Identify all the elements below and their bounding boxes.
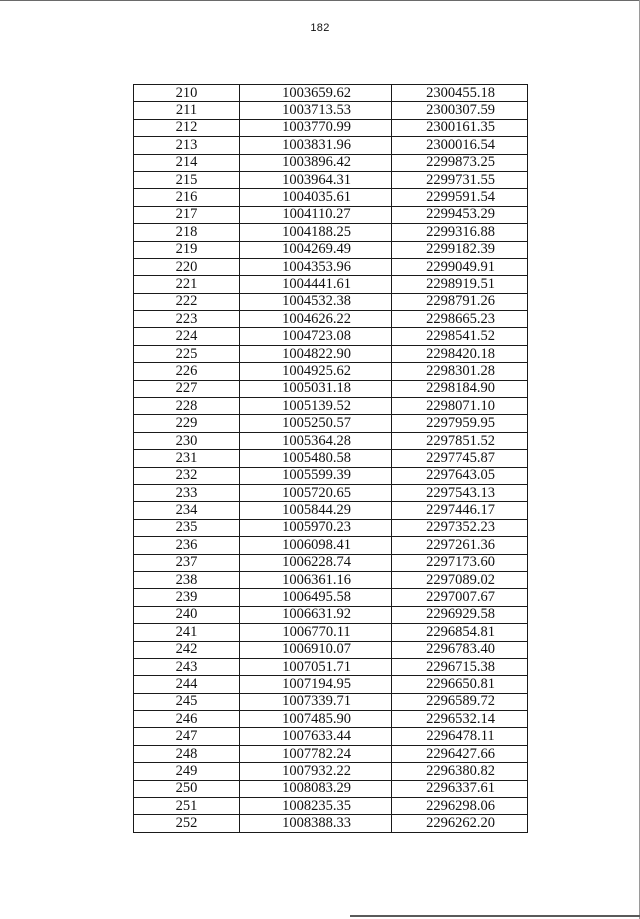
point-number-cell: 223 (134, 311, 240, 328)
x-coordinate-cell: 1008235.35 (240, 798, 392, 815)
point-number-cell: 248 (134, 745, 240, 762)
y-coordinate-cell: 2300307.59 (392, 102, 528, 119)
y-coordinate-cell: 2297173.60 (392, 554, 528, 571)
point-number-cell: 232 (134, 467, 240, 484)
point-number-cell: 241 (134, 624, 240, 641)
x-coordinate-cell: 1004035.61 (240, 189, 392, 206)
point-number-cell: 217 (134, 206, 240, 223)
y-coordinate-cell: 2296298.06 (392, 798, 528, 815)
x-coordinate-cell: 1008083.29 (240, 780, 392, 797)
table-row (134, 415, 528, 432)
y-coordinate-cell: 2299049.91 (392, 258, 528, 275)
table-row (134, 137, 528, 154)
x-coordinate-cell: 1007932.22 (240, 763, 392, 780)
x-coordinate-cell: 1006098.41 (240, 537, 392, 554)
y-coordinate-cell: 2298071.10 (392, 398, 528, 415)
point-number-cell: 244 (134, 676, 240, 693)
table-row (134, 119, 528, 136)
table-row (134, 728, 528, 745)
y-coordinate-cell: 2299453.29 (392, 206, 528, 223)
table-row (134, 676, 528, 693)
x-coordinate-cell: 1005139.52 (240, 398, 392, 415)
table-row (134, 189, 528, 206)
table-row (134, 798, 528, 815)
y-coordinate-cell: 2296854.81 (392, 624, 528, 641)
y-coordinate-cell: 2298919.51 (392, 276, 528, 293)
x-coordinate-cell: 1006361.16 (240, 571, 392, 588)
table-row (134, 571, 528, 588)
y-coordinate-cell: 2297089.02 (392, 571, 528, 588)
point-number-cell: 210 (134, 85, 240, 102)
x-coordinate-cell: 1004441.61 (240, 276, 392, 293)
table-row (134, 658, 528, 675)
point-number-cell: 231 (134, 450, 240, 467)
y-coordinate-cell: 2299873.25 (392, 154, 528, 171)
table-row (134, 328, 528, 345)
y-coordinate-cell: 2297352.23 (392, 519, 528, 536)
y-coordinate-cell: 2297261.36 (392, 537, 528, 554)
coordinates-table (133, 84, 528, 833)
point-number-cell: 216 (134, 189, 240, 206)
x-coordinate-cell: 1004110.27 (240, 206, 392, 223)
x-coordinate-cell: 1007633.44 (240, 728, 392, 745)
x-coordinate-cell: 1004925.62 (240, 363, 392, 380)
point-number-cell: 230 (134, 432, 240, 449)
table-row (134, 276, 528, 293)
x-coordinate-cell: 1006495.58 (240, 589, 392, 606)
point-number-cell: 220 (134, 258, 240, 275)
table-row (134, 224, 528, 241)
point-number-cell: 233 (134, 484, 240, 501)
point-number-cell: 251 (134, 798, 240, 815)
point-number-cell: 219 (134, 241, 240, 258)
y-coordinate-cell: 2297851.52 (392, 432, 528, 449)
table-row (134, 641, 528, 658)
y-coordinate-cell: 2299316.88 (392, 224, 528, 241)
y-coordinate-cell: 2297959.95 (392, 415, 528, 432)
y-coordinate-cell: 2296478.11 (392, 728, 528, 745)
table-row (134, 311, 528, 328)
point-number-cell: 238 (134, 571, 240, 588)
x-coordinate-cell: 1007782.24 (240, 745, 392, 762)
table-row (134, 745, 528, 762)
x-coordinate-cell: 1005250.57 (240, 415, 392, 432)
x-coordinate-cell: 1004626.22 (240, 311, 392, 328)
point-number-cell: 211 (134, 102, 240, 119)
y-coordinate-cell: 2296783.40 (392, 641, 528, 658)
y-coordinate-cell: 2296337.61 (392, 780, 528, 797)
point-number-cell: 218 (134, 224, 240, 241)
y-coordinate-cell: 2298791.26 (392, 293, 528, 310)
table-row (134, 171, 528, 188)
scan-top-edge (0, 0, 640, 1)
point-number-cell: 213 (134, 137, 240, 154)
y-coordinate-cell: 2296532.14 (392, 711, 528, 728)
y-coordinate-cell: 2299591.54 (392, 189, 528, 206)
y-coordinate-cell: 2298665.23 (392, 311, 528, 328)
table-row (134, 206, 528, 223)
y-coordinate-cell: 2297007.67 (392, 589, 528, 606)
y-coordinate-cell: 2298420.18 (392, 345, 528, 362)
point-number-cell: 239 (134, 589, 240, 606)
table-row (134, 398, 528, 415)
table-row (134, 693, 528, 710)
coordinates-table-body (134, 85, 528, 833)
y-coordinate-cell: 2296380.82 (392, 763, 528, 780)
y-coordinate-cell: 2300016.54 (392, 137, 528, 154)
table-row (134, 763, 528, 780)
table-row (134, 780, 528, 797)
y-coordinate-cell: 2298301.28 (392, 363, 528, 380)
point-number-cell: 228 (134, 398, 240, 415)
point-number-cell: 249 (134, 763, 240, 780)
point-number-cell: 214 (134, 154, 240, 171)
x-coordinate-cell: 1004269.49 (240, 241, 392, 258)
scan-bottom-edge (350, 915, 640, 917)
table-row (134, 711, 528, 728)
point-number-cell: 224 (134, 328, 240, 345)
x-coordinate-cell: 1004188.25 (240, 224, 392, 241)
y-coordinate-cell: 2297446.17 (392, 502, 528, 519)
y-coordinate-cell: 2296715.38 (392, 658, 528, 675)
x-coordinate-cell: 1005599.39 (240, 467, 392, 484)
y-coordinate-cell: 2296427.66 (392, 745, 528, 762)
point-number-cell: 225 (134, 345, 240, 362)
x-coordinate-cell: 1005970.23 (240, 519, 392, 536)
table-row (134, 450, 528, 467)
point-number-cell: 245 (134, 693, 240, 710)
x-coordinate-cell: 1004723.08 (240, 328, 392, 345)
x-coordinate-cell: 1004353.96 (240, 258, 392, 275)
x-coordinate-cell: 1006228.74 (240, 554, 392, 571)
table-row (134, 624, 528, 641)
x-coordinate-cell: 1003896.42 (240, 154, 392, 171)
x-coordinate-cell: 1006910.07 (240, 641, 392, 658)
table-row (134, 606, 528, 623)
x-coordinate-cell: 1003964.31 (240, 171, 392, 188)
point-number-cell: 234 (134, 502, 240, 519)
table-row (134, 484, 528, 501)
x-coordinate-cell: 1006770.11 (240, 624, 392, 641)
y-coordinate-cell: 2300161.35 (392, 119, 528, 136)
table-row (134, 154, 528, 171)
point-number-cell: 222 (134, 293, 240, 310)
y-coordinate-cell: 2297543.13 (392, 484, 528, 501)
y-coordinate-cell: 2300455.18 (392, 85, 528, 102)
y-coordinate-cell: 2296650.81 (392, 676, 528, 693)
table-row (134, 363, 528, 380)
point-number-cell: 229 (134, 415, 240, 432)
table-row (134, 502, 528, 519)
x-coordinate-cell: 1003659.62 (240, 85, 392, 102)
table-row (134, 589, 528, 606)
point-number-cell: 240 (134, 606, 240, 623)
x-coordinate-cell: 1005720.65 (240, 484, 392, 501)
x-coordinate-cell: 1005364.28 (240, 432, 392, 449)
table-row (134, 345, 528, 362)
y-coordinate-cell: 2296929.58 (392, 606, 528, 623)
y-coordinate-cell: 2298541.52 (392, 328, 528, 345)
x-coordinate-cell: 1004532.38 (240, 293, 392, 310)
table-row (134, 815, 528, 832)
x-coordinate-cell: 1003770.99 (240, 119, 392, 136)
point-number-cell: 235 (134, 519, 240, 536)
table-row (134, 554, 528, 571)
point-number-cell: 221 (134, 276, 240, 293)
point-number-cell: 237 (134, 554, 240, 571)
table-row (134, 380, 528, 397)
table-row (134, 85, 528, 102)
point-number-cell: 252 (134, 815, 240, 832)
x-coordinate-cell: 1003831.96 (240, 137, 392, 154)
point-number-cell: 227 (134, 380, 240, 397)
point-number-cell: 250 (134, 780, 240, 797)
point-number-cell: 242 (134, 641, 240, 658)
table-row (134, 519, 528, 536)
x-coordinate-cell: 1005031.18 (240, 380, 392, 397)
x-coordinate-cell: 1008388.33 (240, 815, 392, 832)
x-coordinate-cell: 1006631.92 (240, 606, 392, 623)
table-row (134, 467, 528, 484)
x-coordinate-cell: 1007194.95 (240, 676, 392, 693)
y-coordinate-cell: 2296589.72 (392, 693, 528, 710)
table-row (134, 241, 528, 258)
table-row (134, 432, 528, 449)
y-coordinate-cell: 2299182.39 (392, 241, 528, 258)
x-coordinate-cell: 1007339.71 (240, 693, 392, 710)
x-coordinate-cell: 1007485.90 (240, 711, 392, 728)
table-row (134, 102, 528, 119)
y-coordinate-cell: 2298184.90 (392, 380, 528, 397)
y-coordinate-cell: 2297643.05 (392, 467, 528, 484)
table-row (134, 293, 528, 310)
table-row (134, 537, 528, 554)
y-coordinate-cell: 2296262.20 (392, 815, 528, 832)
y-coordinate-cell: 2297745.87 (392, 450, 528, 467)
table-row (134, 258, 528, 275)
point-number-cell: 246 (134, 711, 240, 728)
y-coordinate-cell: 2299731.55 (392, 171, 528, 188)
x-coordinate-cell: 1004822.90 (240, 345, 392, 362)
point-number-cell: 243 (134, 658, 240, 675)
x-coordinate-cell: 1007051.71 (240, 658, 392, 675)
x-coordinate-cell: 1005480.58 (240, 450, 392, 467)
page-number: 182 (310, 22, 330, 34)
point-number-cell: 226 (134, 363, 240, 380)
x-coordinate-cell: 1003713.53 (240, 102, 392, 119)
point-number-cell: 215 (134, 171, 240, 188)
point-number-cell: 212 (134, 119, 240, 136)
point-number-cell: 247 (134, 728, 240, 745)
point-number-cell: 236 (134, 537, 240, 554)
x-coordinate-cell: 1005844.29 (240, 502, 392, 519)
